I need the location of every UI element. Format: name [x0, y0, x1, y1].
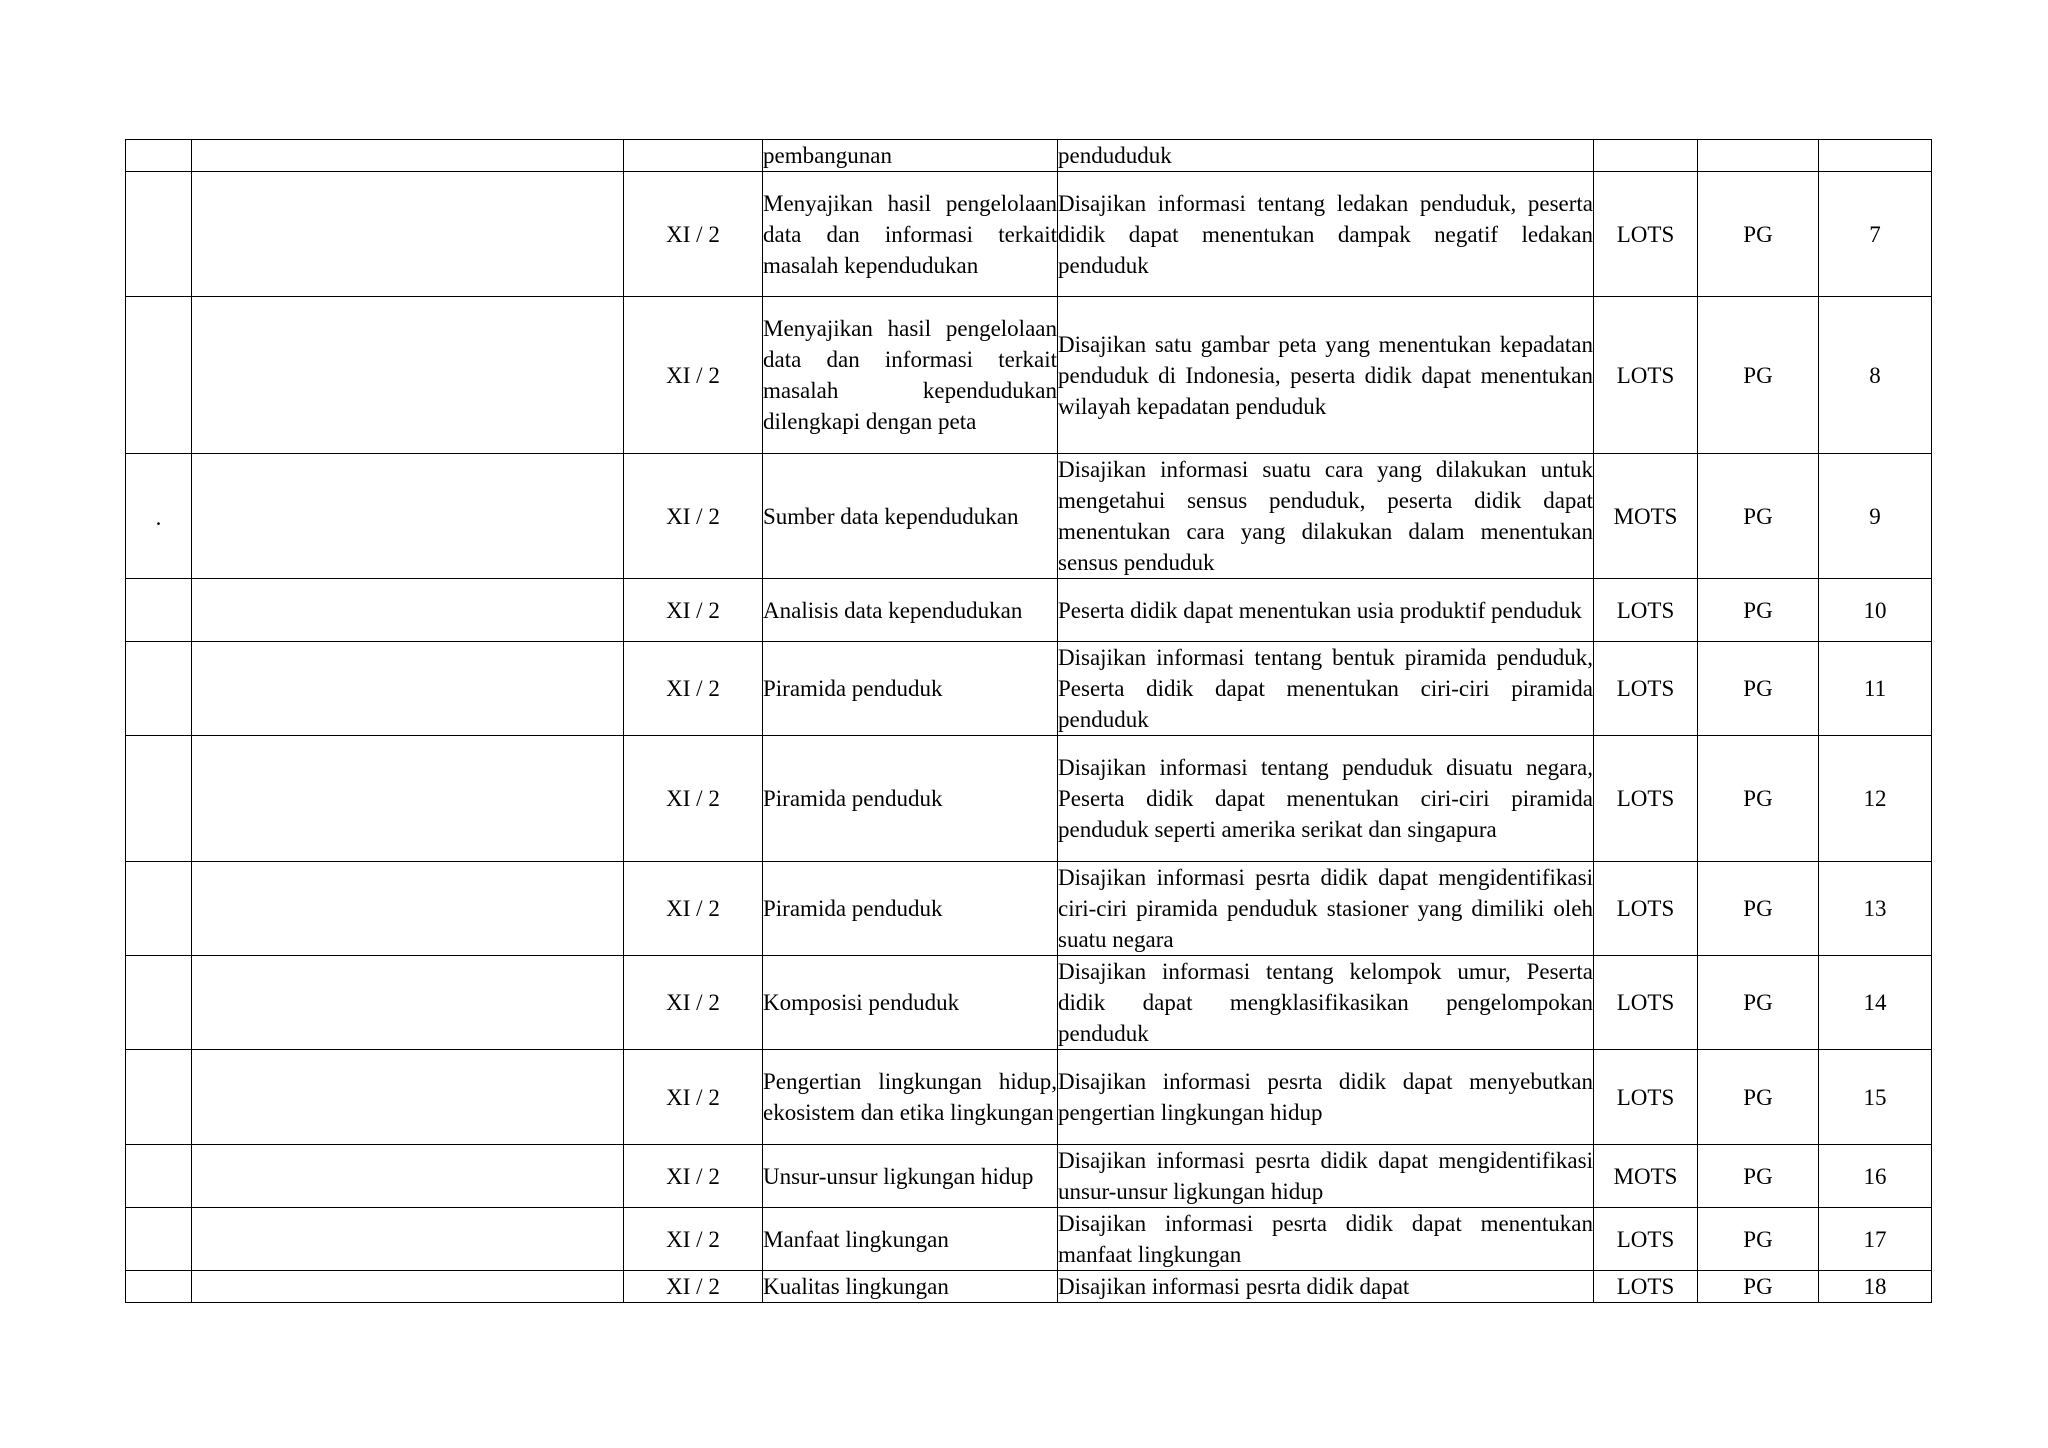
cell-kd: [192, 140, 624, 172]
table-row: [126, 956, 1932, 1050]
cell-kelas-semester-text: XI / 2: [666, 503, 720, 529]
cell-nomor-soal: [1819, 579, 1932, 642]
cell-level-kognitif: [1594, 140, 1698, 172]
cell-kelas-semester: [624, 579, 763, 642]
cell-bentuk-soal: [1698, 140, 1819, 172]
cell-nomor-soal: [1819, 642, 1932, 736]
cell-bentuk-soal-text: PG: [1743, 896, 1773, 921]
cell-bentuk-soal: [1698, 1050, 1819, 1145]
cell-no: [126, 862, 192, 956]
cell-materi-text: Piramida penduduk: [763, 676, 943, 701]
cell-indikator: [1058, 1050, 1594, 1145]
cell-kelas-semester: [624, 172, 763, 297]
cell-indikator-text: Disajikan informasi pesrta didik dapat: [1058, 1274, 1410, 1299]
cell-bentuk-soal-text: PG: [1743, 1226, 1773, 1252]
cell-nomor-soal-text: 10: [1863, 597, 1887, 623]
cell-indikator: [1058, 172, 1594, 297]
cell-indikator: [1058, 642, 1594, 736]
cell-indikator-text: pendududuk: [1058, 143, 1172, 168]
table-row: [126, 862, 1932, 956]
cell-nomor-soal: [1819, 1050, 1932, 1145]
cell-kelas-semester: [624, 1271, 763, 1303]
cell-bentuk-soal: [1698, 579, 1819, 642]
cell-bentuk-soal-text: PG: [1743, 786, 1773, 811]
cell-bentuk-soal: [1698, 1208, 1819, 1271]
cell-kd: [192, 297, 624, 454]
cell-kelas-semester: [624, 1050, 763, 1145]
cell-indikator-text: Disajikan informasi pesrta didik dapat menyebutkan pengertian lingkungan hidup: [1058, 1069, 1593, 1125]
cell-bentuk-soal-text: PG: [1743, 1274, 1773, 1299]
cell-kelas-semester: [624, 1145, 763, 1208]
cell-bentuk-soal-text: PG: [1743, 362, 1773, 388]
cell-level-kognitif: [1594, 1271, 1698, 1303]
cell-nomor-soal-text: 13: [1863, 896, 1887, 921]
cell-no: [126, 140, 192, 172]
cell-indikator: [1058, 140, 1594, 172]
cell-nomor-soal: [1819, 862, 1932, 956]
cell-bentuk-soal: [1698, 1271, 1819, 1303]
cell-level-kognitif-text: LOTS: [1616, 786, 1675, 811]
cell-kelas-semester-text: XI / 2: [666, 1226, 720, 1252]
kisi-kisi-table: [125, 139, 1932, 1303]
cell-level-kognitif: [1594, 736, 1698, 862]
cell-nomor-soal: [1819, 956, 1932, 1050]
cell-kelas-semester-text: XI / 2: [666, 362, 720, 388]
cell-materi: [763, 579, 1058, 642]
cell-kelas-semester-text: XI / 2: [666, 597, 720, 623]
cell-bentuk-soal-text: PG: [1743, 597, 1773, 623]
cell-indikator: [1058, 1145, 1594, 1208]
cell-no: [126, 297, 192, 454]
cell-nomor-soal-text: 18: [1863, 1274, 1887, 1299]
cell-materi: [763, 1050, 1058, 1145]
cell-materi: [763, 172, 1058, 297]
cell-level-kognitif: [1594, 1208, 1698, 1271]
cell-kelas-semester-text: XI / 2: [666, 676, 720, 701]
cell-kelas-semester: [624, 862, 763, 956]
table-row: [126, 642, 1932, 736]
cell-indikator-text: Disajikan informasi tentang bentuk piramida penduduk, Peserta didik dapat menentukan ciri-ciri piramida penduduk: [1058, 645, 1593, 732]
cell-materi: [763, 297, 1058, 454]
cell-materi-text: Piramida penduduk: [763, 896, 943, 921]
cell-nomor-soal: [1819, 736, 1932, 862]
cell-indikator-text: Disajikan informasi tentang ledakan penduduk, peserta didik dapat menentukan dampak negatif ledakan penduduk: [1058, 190, 1593, 278]
table-row: [126, 1050, 1932, 1145]
cell-bentuk-soal-text: PG: [1743, 1163, 1773, 1189]
cell-kd: [192, 736, 624, 862]
cell-level-kognitif-text: LOTS: [1616, 896, 1675, 921]
cell-materi-text: Analisis data kependudukan: [763, 597, 1023, 623]
cell-kelas-semester-text: XI / 2: [666, 1084, 720, 1110]
cell-kd: [192, 1145, 624, 1208]
cell-bentuk-soal-text: PG: [1743, 503, 1773, 529]
cell-materi: [763, 736, 1058, 862]
cell-nomor-soal-text: 9: [1869, 503, 1881, 529]
cell-kelas-semester: [624, 140, 763, 172]
cell-materi: [763, 956, 1058, 1050]
cell-nomor-soal-text: 14: [1863, 990, 1887, 1015]
cell-bentuk-soal-text: PG: [1743, 1084, 1773, 1110]
cell-nomor-soal-text: 17: [1863, 1226, 1887, 1252]
cell-materi-text: Sumber data kependudukan: [763, 503, 1019, 529]
cell-bentuk-soal: [1698, 736, 1819, 862]
cell-no-text: .: [155, 504, 162, 530]
cell-indikator: [1058, 862, 1594, 956]
cell-indikator: [1058, 454, 1594, 579]
cell-nomor-soal: [1819, 454, 1932, 579]
cell-kd: [192, 1050, 624, 1145]
cell-nomor-soal-text: 11: [1863, 676, 1887, 701]
cell-materi: [763, 862, 1058, 956]
cell-materi-text: Manfaat lingkungan: [763, 1226, 949, 1252]
cell-kd: [192, 642, 624, 736]
cell-level-kognitif: [1594, 1050, 1698, 1145]
cell-indikator-text: Disajikan informasi pesrta didik dapat mengidentifikasi ciri-ciri piramida penduduk stasioner yang dimiliki oleh suatu negara: [1058, 865, 1593, 952]
cell-no: [126, 579, 192, 642]
cell-kelas-semester: [624, 642, 763, 736]
cell-indikator-text: Disajikan informasi pesrta didik dapat mengidentifikasi unsur-unsur ligkungan hidup: [1058, 1148, 1593, 1204]
cell-materi-text: Menyajikan hasil pengelolaan data dan informasi terkait masalah kependudukan: [763, 190, 1057, 278]
cell-bentuk-soal-text: PG: [1743, 221, 1773, 247]
cell-no: [126, 1050, 192, 1145]
cell-kd: [192, 1208, 624, 1271]
cell-materi-text: Unsur-unsur ligkungan hidup: [763, 1163, 1034, 1189]
table-row: [126, 454, 1932, 579]
cell-nomor-soal: [1819, 1271, 1932, 1303]
table-row: [126, 297, 1932, 454]
cell-nomor-soal-text: 16: [1863, 1163, 1887, 1189]
cell-level-kognitif: [1594, 579, 1698, 642]
cell-level-kognitif: [1594, 297, 1698, 454]
cell-indikator-text: Disajikan satu gambar peta yang menentukan kepadatan penduduk di Indonesia, peserta didik dapat menentukan wilayah kepadatan penduduk: [1058, 331, 1593, 419]
cell-kd: [192, 956, 624, 1050]
cell-kelas-semester: [624, 736, 763, 862]
table-row: [126, 579, 1932, 642]
cell-kelas-semester-text: XI / 2: [666, 786, 720, 811]
cell-indikator: [1058, 956, 1594, 1050]
cell-indikator: [1058, 579, 1594, 642]
cell-indikator-text: Peserta didik dapat menentukan usia produktif penduduk: [1058, 597, 1582, 623]
table-row: [126, 1145, 1932, 1208]
cell-nomor-soal-text: 12: [1863, 786, 1887, 811]
cell-materi: [763, 1145, 1058, 1208]
cell-indikator: [1058, 1208, 1594, 1271]
cell-level-kognitif: [1594, 454, 1698, 579]
cell-level-kognitif: [1594, 172, 1698, 297]
cell-bentuk-soal: [1698, 862, 1819, 956]
cell-nomor-soal: [1819, 297, 1932, 454]
cell-nomor-soal: [1819, 1208, 1932, 1271]
cell-no: [126, 642, 192, 736]
table-row: [126, 736, 1932, 862]
cell-materi: [763, 140, 1058, 172]
cell-level-kognitif: [1594, 956, 1698, 1050]
cell-materi: [763, 642, 1058, 736]
cell-materi: [763, 1271, 1058, 1303]
cell-kelas-semester-text: XI / 2: [666, 896, 720, 921]
cell-kd: [192, 454, 624, 579]
cell-bentuk-soal: [1698, 172, 1819, 297]
cell-materi-text: Pengertian lingkungan hidup, ekosistem dan etika lingkungan: [763, 1069, 1057, 1125]
cell-nomor-soal: [1819, 172, 1932, 297]
cell-level-kognitif-text: LOTS: [1616, 1274, 1675, 1299]
cell-kelas-semester: [624, 297, 763, 454]
cell-kelas-semester-text: XI / 2: [666, 1274, 720, 1299]
table-row: [126, 140, 1932, 172]
cell-no: [126, 172, 192, 297]
cell-materi: [763, 1208, 1058, 1271]
cell-level-kognitif-text: LOTS: [1616, 990, 1675, 1015]
cell-indikator: [1058, 297, 1594, 454]
cell-level-kognitif: [1594, 642, 1698, 736]
cell-bentuk-soal: [1698, 956, 1819, 1050]
table-row: [126, 1208, 1932, 1271]
cell-bentuk-soal: [1698, 1145, 1819, 1208]
cell-level-kognitif-text: LOTS: [1616, 676, 1675, 701]
cell-level-kognitif-text: LOTS: [1616, 1084, 1675, 1110]
cell-nomor-soal: [1819, 1145, 1932, 1208]
cell-no: [126, 454, 192, 579]
cell-bentuk-soal: [1698, 454, 1819, 579]
cell-no: [126, 1271, 192, 1303]
cell-level-kognitif-text: MOTS: [1613, 503, 1678, 529]
cell-nomor-soal-text: 7: [1869, 221, 1881, 247]
cell-bentuk-soal: [1698, 642, 1819, 736]
cell-kelas-semester: [624, 1208, 763, 1271]
cell-nomor-soal: [1819, 140, 1932, 172]
cell-indikator-text: Disajikan informasi tentang kelompok umur, Peserta didik dapat mengklasifikasikan pengelompokan penduduk: [1058, 959, 1593, 1046]
table-row: [126, 172, 1932, 297]
cell-indikator: [1058, 1271, 1594, 1303]
cell-materi-text: Kualitas lingkungan: [763, 1274, 949, 1299]
cell-indikator-text: Disajikan informasi tentang penduduk disuatu negara, Peserta didik dapat menentukan ciri-ciri piramida penduduk seperti amerika serikat dan singapura: [1058, 755, 1593, 842]
cell-materi: [763, 454, 1058, 579]
cell-materi-text: pembangunan: [763, 143, 893, 168]
cell-kelas-semester: [624, 454, 763, 579]
cell-kelas-semester-text: XI / 2: [666, 221, 720, 247]
cell-kd: [192, 579, 624, 642]
cell-materi-text: Piramida penduduk: [763, 786, 943, 811]
cell-bentuk-soal: [1698, 297, 1819, 454]
cell-indikator-text: Disajikan informasi suatu cara yang dilakukan untuk mengetahui sensus penduduk, peserta didik dapat menentukan cara yang dilakukan dalam menentukan sensus penduduk: [1058, 457, 1593, 575]
cell-level-kognitif-text: MOTS: [1613, 1163, 1678, 1189]
cell-kd: [192, 1271, 624, 1303]
cell-level-kognitif-text: LOTS: [1616, 1226, 1675, 1252]
cell-no: [126, 736, 192, 862]
cell-bentuk-soal-text: PG: [1743, 676, 1773, 701]
cell-no: [126, 1145, 192, 1208]
cell-indikator: [1058, 736, 1594, 862]
cell-materi-text: Komposisi penduduk: [763, 990, 960, 1015]
cell-nomor-soal-text: 15: [1863, 1084, 1887, 1110]
cell-kd: [192, 172, 624, 297]
cell-nomor-soal-text: 8: [1869, 362, 1881, 388]
cell-no: [126, 956, 192, 1050]
cell-kelas-semester-text: XI / 2: [666, 990, 720, 1015]
cell-bentuk-soal-text: PG: [1743, 990, 1773, 1015]
table-row: [126, 1271, 1932, 1303]
cell-level-kognitif: [1594, 862, 1698, 956]
cell-kd: [192, 862, 624, 956]
cell-level-kognitif-text: LOTS: [1616, 362, 1675, 388]
cell-kelas-semester: [624, 956, 763, 1050]
cell-indikator-text: Disajikan informasi pesrta didik dapat menentukan manfaat lingkungan: [1058, 1211, 1593, 1267]
cell-level-kognitif: [1594, 1145, 1698, 1208]
table-body: [126, 140, 1932, 1303]
cell-level-kognitif-text: LOTS: [1616, 597, 1675, 623]
cell-no: [126, 1208, 192, 1271]
cell-level-kognitif-text: LOTS: [1616, 221, 1675, 247]
cell-materi-text: Menyajikan hasil pengelolaan data dan informasi terkait masalah kependudukan dilengkapi dengan peta: [763, 316, 1057, 434]
cell-kelas-semester-text: XI / 2: [666, 1163, 720, 1189]
